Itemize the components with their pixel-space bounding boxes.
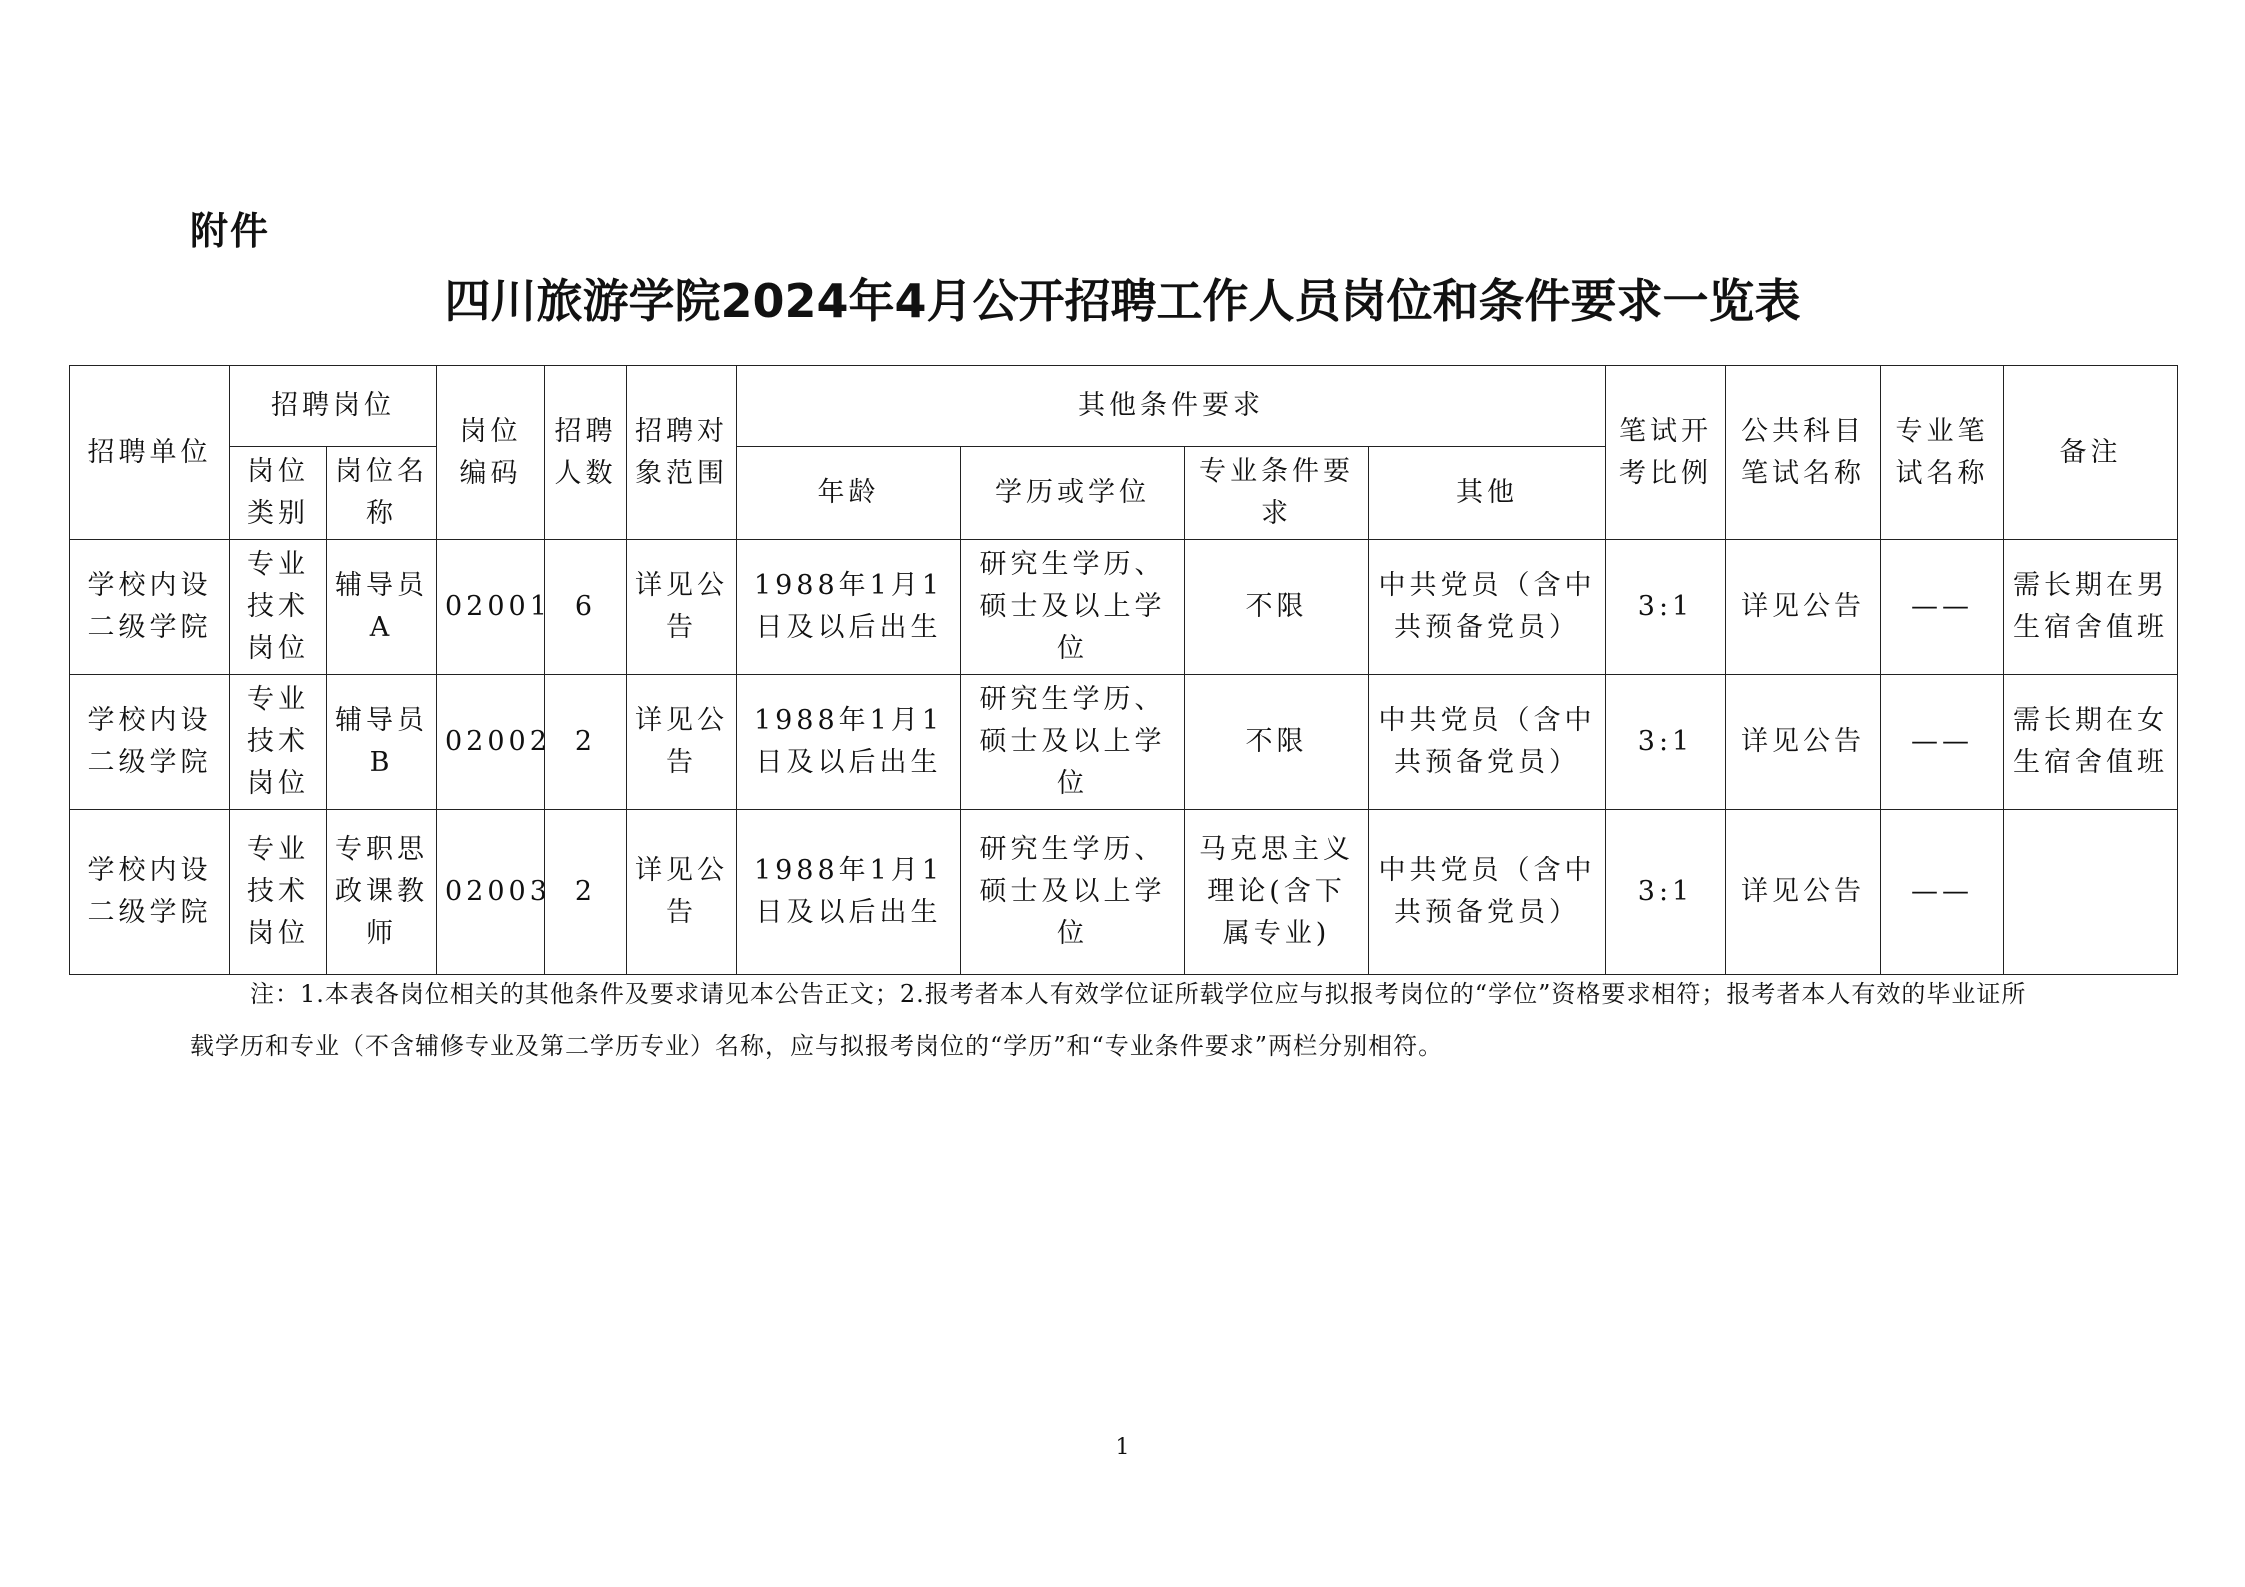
cell-headcount: 6	[545, 540, 627, 675]
page-number: 1	[1115, 1435, 1130, 1460]
cell-target-scope: 详见公告	[627, 810, 737, 975]
header-remarks: 备注	[2004, 366, 2178, 540]
cell-target-scope: 详见公告	[627, 675, 737, 810]
cell-public-exam: 详见公告	[1726, 675, 1881, 810]
header-public-exam: 公共科目笔试名称	[1726, 366, 1881, 540]
cell-position-code: 02001	[437, 540, 545, 675]
cell-other: 中共党员（含中共预备党员）	[1369, 540, 1606, 675]
cell-major: 不限	[1185, 675, 1369, 810]
header-position-code: 岗位编码	[437, 366, 545, 540]
cell-position-name: 辅导员A	[327, 540, 437, 675]
cell-professional-exam: ——	[1881, 810, 2004, 975]
table-note: 注：1.本表各岗位相关的其他条件及要求请见本公告正文；2.报考者本人有效学位证所载学位应与拟报考岗位的“学位”资格要求相符；报考者本人有效的毕业证所载学历和专业（不含辅修专业及第二学历专业）名称，应与拟报考岗位的“学历”和“专业条件要求”两栏分别相符。	[190, 980, 2027, 1060]
table-row	[70, 675, 2178, 810]
header-major: 专业条件要求	[1185, 447, 1369, 540]
header-unit: 招聘单位	[70, 366, 230, 540]
cell-age: 1988年1月1日及以后出生	[737, 540, 961, 675]
cell-headcount: 2	[545, 810, 627, 975]
header-education: 学历或学位	[961, 447, 1185, 540]
cell-age: 1988年1月1日及以后出生	[737, 675, 961, 810]
cell-professional-exam: ——	[1881, 540, 2004, 675]
cell-professional-exam: ——	[1881, 675, 2004, 810]
cell-education: 研究生学历、硕士及以上学位	[961, 675, 1185, 810]
header-age: 年龄	[737, 447, 961, 540]
page-title: 四川旅游学院2024年4月公开招聘工作人员岗位和条件要求一览表	[444, 274, 1801, 328]
cell-remarks: 需长期在男生宿舍值班	[2004, 540, 2178, 675]
cell-unit: 学校内设二级学院	[70, 675, 230, 810]
header-position-type: 岗位类别	[230, 447, 327, 540]
cell-public-exam: 详见公告	[1726, 540, 1881, 675]
positions-table	[69, 365, 2178, 975]
header-other: 其他	[1369, 447, 1606, 540]
header-headcount: 招聘人数	[545, 366, 627, 540]
cell-remarks	[2004, 810, 2178, 975]
cell-education: 研究生学历、硕士及以上学位	[961, 540, 1185, 675]
header-professional-exam: 专业笔试名称	[1881, 366, 2004, 540]
cell-education: 研究生学历、硕士及以上学位	[961, 810, 1185, 975]
cell-exam-ratio: 3:1	[1606, 675, 1726, 810]
cell-exam-ratio: 3:1	[1606, 540, 1726, 675]
cell-major: 不限	[1185, 540, 1369, 675]
table-row	[70, 540, 2178, 675]
cell-target-scope: 详见公告	[627, 540, 737, 675]
cell-other: 中共党员（含中共预备党员）	[1369, 810, 1606, 975]
cell-position-type: 专业技术岗位	[230, 810, 327, 975]
cell-other: 中共党员（含中共预备党员）	[1369, 675, 1606, 810]
cell-major: 马克思主义理论(含下属专业)	[1185, 810, 1369, 975]
cell-position-type: 专业技术岗位	[230, 540, 327, 675]
cell-age: 1988年1月1日及以后出生	[737, 810, 961, 975]
cell-exam-ratio: 3:1	[1606, 810, 1726, 975]
cell-position-code: 02003	[437, 810, 545, 975]
header-exam-ratio: 笔试开考比例	[1606, 366, 1726, 540]
cell-remarks: 需长期在女生宿舍值班	[2004, 675, 2178, 810]
cell-position-name: 专职思政课教师	[327, 810, 437, 975]
table-header-row	[70, 366, 2178, 447]
cell-position-type: 专业技术岗位	[230, 675, 327, 810]
header-other-conditions: 其他条件要求	[737, 366, 1606, 447]
attachment-label: 附件	[190, 209, 271, 253]
header-position-group: 招聘岗位	[230, 366, 437, 447]
cell-unit: 学校内设二级学院	[70, 810, 230, 975]
cell-headcount: 2	[545, 675, 627, 810]
cell-position-name: 辅导员B	[327, 675, 437, 810]
cell-unit: 学校内设二级学院	[70, 540, 230, 675]
header-position-name: 岗位名称	[327, 447, 437, 540]
cell-public-exam: 详见公告	[1726, 810, 1881, 975]
cell-position-code: 02002	[437, 675, 545, 810]
table-row	[70, 810, 2178, 975]
header-target-scope: 招聘对象范围	[627, 366, 737, 540]
